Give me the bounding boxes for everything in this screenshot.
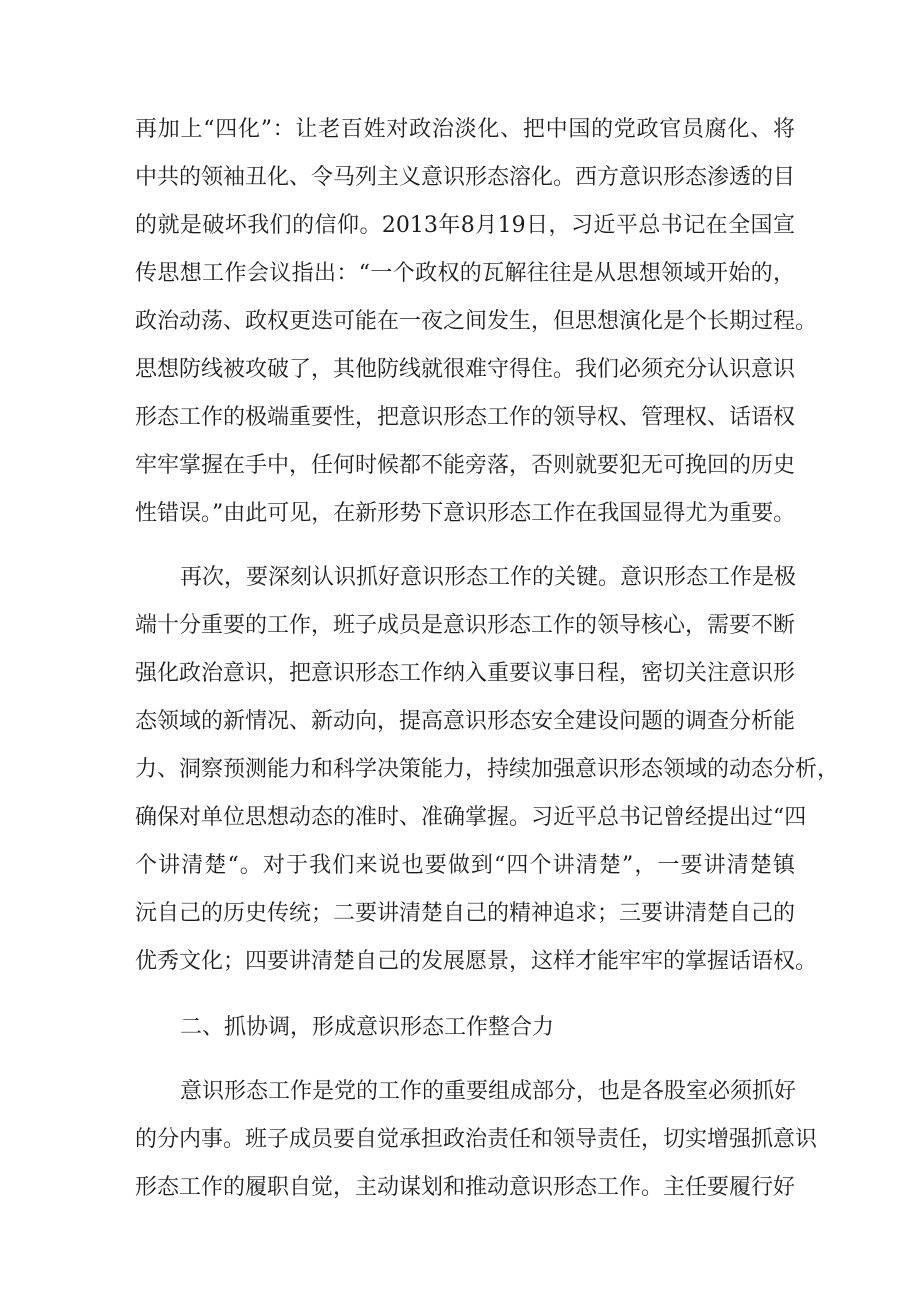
paragraph-2-line-6: 确保对单位思想动态的准时、准确掌握。习近平总书记曾经提出过“四: [135, 805, 807, 830]
paragraph-2-line-3: 强化政治意识，把意识形态工作纳入重要议事日程，密切关注意识形: [135, 661, 796, 686]
paragraph-3-line-2: 的分内事。班子成员要自觉承担政治责任和领导责任，切实增强抓意识: [135, 1127, 818, 1152]
paragraph-1-line-6: 思想防线被攻破了，其他防线就很难守得住。我们必须充分认识意识: [135, 357, 796, 382]
paragraph-1-line-3: 的就是破坏我们的信仰。2013年8月19日，习近平总书记在全国宣: [135, 213, 795, 238]
paragraph-2-line-2: 端十分重要的工作，班子成员是意识形态工作的领导核心，需要不断: [135, 613, 796, 638]
paragraph-1-line-2: 中共的领袖丑化、令马列主义意识形态溶化。西方意识形态渗透的目: [135, 165, 796, 190]
paragraph-2-line-7: 个讲清楚“。对于我们来说也要做到“四个讲清楚”，一要讲清楚镇: [135, 853, 795, 878]
paragraph-3-line-3: 形态工作的履职自觉，主动谋划和推动意识形态工作。主任要履行好: [135, 1175, 796, 1200]
paragraph-1-line-1: 再加上“四化”：让老百姓对政治淡化、把中国的党政官员腐化、将: [135, 117, 795, 142]
paragraph-1-line-4: 传思想工作会议指出：“一个政权的瓦解往往是从思想领域开始的，: [135, 261, 795, 286]
paragraph-1-line-8: 牢牢掌握在手中，任何时候都不能旁落，否则就要犯无可挽回的历史: [135, 453, 796, 478]
paragraph-2-line-1: 再次，要深刻认识抓好意识形态工作的关键。意识形态工作是极: [180, 565, 797, 590]
paragraph-2-line-8: 沅自己的历史传统；二要讲清楚自己的精神追求；三要讲清楚自己的: [135, 901, 796, 926]
paragraph-3-line-1: 意识形态工作是党的工作的重要组成部分，也是各股室必须抓好: [180, 1079, 797, 1104]
paragraph-1-line-9: 性错误。”由此可见，在新形势下意识形态工作在我国显得尤为重要。: [135, 501, 796, 526]
paragraph-2-line-5: 力、洞察预测能力和科学决策能力，持续加强意识形态领域的动态分析，: [135, 757, 840, 782]
paragraph-1-line-7: 形态工作的极端重要性，把意识形态工作的领导权、管理权、话语权: [135, 405, 796, 430]
paragraph-1-line-5: 政治动荡、政权更迭可能在一夜之间发生，但思想演化是个长期过程。: [135, 309, 818, 334]
section-heading: 二、抓协调，形成意识形态工作整合力: [180, 1015, 555, 1040]
paragraph-2-line-4: 态领域的新情况、新动向，提高意识形态安全建设问题的调查分析能: [135, 709, 796, 734]
paragraph-2-line-9: 优秀文化；四要讲清楚自己的发展愿景，这样才能牢牢的掌握话语权。: [135, 949, 818, 974]
